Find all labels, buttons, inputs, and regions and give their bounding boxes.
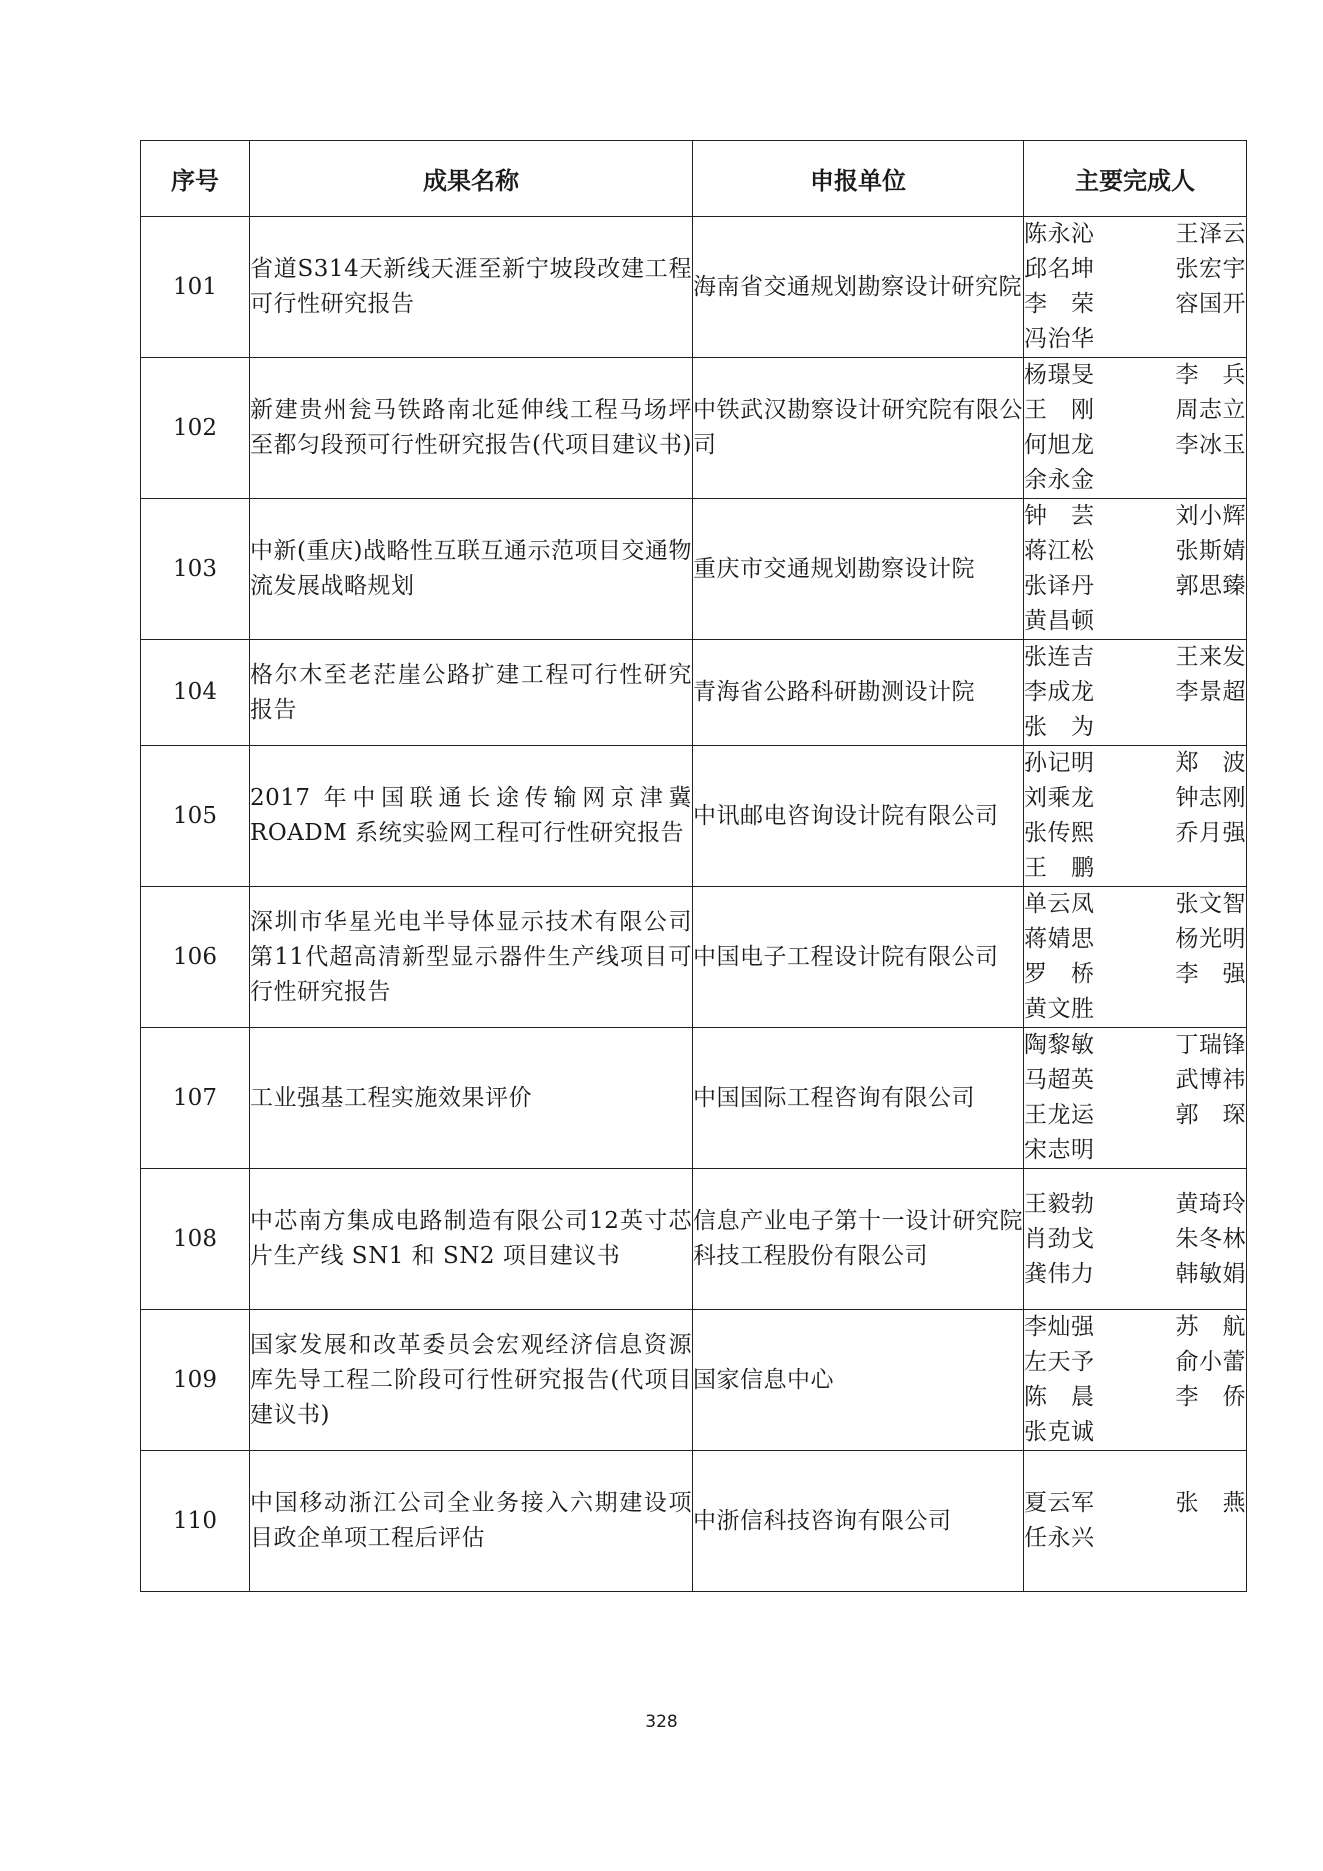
- row-unit: 青海省公路科研勘测设计院: [693, 640, 1024, 746]
- people-list: [1024, 640, 1246, 745]
- person-name: 李冰玉: [1175, 432, 1246, 458]
- people-list: [1024, 1486, 1246, 1556]
- table-row: [141, 1028, 1247, 1169]
- person-name: 李 兵: [1175, 362, 1246, 388]
- row-seq: 106: [141, 887, 250, 1028]
- person-name: 钟志刚: [1175, 785, 1246, 811]
- row-unit: 中浙信科技咨询有限公司: [693, 1451, 1024, 1592]
- people-list: [1024, 887, 1246, 1027]
- person-name: 蒋江松: [1024, 538, 1095, 564]
- person-name: 王泽云: [1175, 221, 1246, 247]
- person-name: 龚伟力: [1024, 1260, 1095, 1287]
- person-name: 何旭龙: [1024, 432, 1095, 458]
- person-name: 宋志明: [1024, 1137, 1095, 1163]
- page-number: 328: [645, 1712, 678, 1732]
- person-name: 杨光明: [1175, 926, 1246, 952]
- people-list: [1024, 499, 1246, 639]
- table-row: [141, 887, 1247, 1028]
- person-name: 李成龙: [1024, 679, 1095, 705]
- person-name: 王 鹏: [1024, 855, 1095, 881]
- row-title: 中芯南方集成电路制造有限公司12英寸芯片生产线 SN1 和 SN2 项目建议书: [250, 1169, 693, 1310]
- row-people: [1024, 358, 1247, 499]
- people-list: [1024, 746, 1246, 886]
- person-name: 任永兴: [1024, 1525, 1095, 1551]
- person-name: 黄昌顿: [1024, 608, 1095, 634]
- person-name: 容国开: [1175, 291, 1246, 317]
- person-name: 马超英: [1024, 1067, 1095, 1093]
- row-people: [1024, 1028, 1247, 1169]
- person-name: 王来发: [1175, 644, 1246, 670]
- row-title: 2017 年中国联通长途传输网京津冀 ROADM 系统实验网工程可行性研究报告: [250, 746, 693, 887]
- person-name: 郭 琛: [1175, 1102, 1246, 1128]
- row-unit: 国家信息中心: [693, 1310, 1024, 1451]
- person-name: 邱名坤: [1024, 256, 1095, 282]
- table-row: [141, 640, 1247, 746]
- row-people: [1024, 746, 1247, 887]
- table-row: [141, 1169, 1247, 1310]
- person-name: 蒋婧思: [1024, 926, 1095, 952]
- row-people: [1024, 1310, 1247, 1451]
- person-name: 郭思臻: [1175, 573, 1246, 599]
- header-unit: 申报单位: [693, 141, 1024, 217]
- row-seq: 109: [141, 1310, 250, 1451]
- person-name: 冯治华: [1024, 326, 1095, 352]
- row-title: 中新(重庆)战略性互联互通示范项目交通物流发展战略规划: [250, 499, 693, 640]
- row-people: [1024, 1451, 1247, 1592]
- person-name: 黄琦玲: [1175, 1190, 1246, 1217]
- people-list: [1024, 1028, 1246, 1168]
- row-people: [1024, 640, 1247, 746]
- row-seq: 107: [141, 1028, 250, 1169]
- person-name: 王 刚: [1024, 397, 1095, 423]
- person-name: 单云凤: [1024, 891, 1095, 917]
- row-unit: 重庆市交通规划勘察设计院: [693, 499, 1024, 640]
- person-name: 杨璟旻: [1024, 362, 1095, 388]
- row-people: [1024, 217, 1247, 358]
- row-people: [1024, 499, 1247, 640]
- person-name: 武博祎: [1175, 1067, 1246, 1093]
- header-people: 主要完成人: [1024, 141, 1247, 217]
- person-name: 韩敏娟: [1175, 1260, 1246, 1287]
- person-name: 李 强: [1175, 961, 1246, 987]
- person-name: 李 荣: [1024, 291, 1095, 317]
- table-row: [141, 1310, 1247, 1451]
- person-name: 刘小辉: [1175, 503, 1246, 529]
- person-name: 李景超: [1175, 679, 1246, 705]
- person-name: 陈 晨: [1024, 1384, 1095, 1410]
- row-people: [1024, 887, 1247, 1028]
- person-name: 左天予: [1024, 1349, 1095, 1375]
- person-name: 丁瑞锋: [1175, 1032, 1246, 1058]
- person-name: 张传熙: [1024, 820, 1095, 846]
- person-name: 朱冬林: [1175, 1225, 1246, 1252]
- table-body: [141, 217, 1247, 1592]
- row-title: 国家发展和改革委员会宏观经济信息资源库先导工程二阶段可行性研究报告(代项目建议书): [250, 1310, 693, 1451]
- row-unit: 中国国际工程咨询有限公司: [693, 1028, 1024, 1169]
- person-name: 李 侨: [1175, 1384, 1246, 1410]
- row-unit: 中讯邮电咨询设计院有限公司: [693, 746, 1024, 887]
- person-name: 夏云军: [1024, 1490, 1095, 1516]
- row-title: 深圳市华星光电半导体显示技术有限公司第11代超高清新型显示器件生产线项目可行性研究报告: [250, 887, 693, 1028]
- person-name: 张克诚: [1024, 1419, 1095, 1445]
- row-unit: 中国电子工程设计院有限公司: [693, 887, 1024, 1028]
- person-name: 王龙运: [1024, 1102, 1095, 1128]
- person-name: 张译丹: [1024, 573, 1095, 599]
- row-title: 新建贵州瓮马铁路南北延伸线工程马场坪至都匀段预可行性研究报告(代项目建议书): [250, 358, 693, 499]
- person-name: 黄文胜: [1024, 996, 1095, 1022]
- people-list: [1024, 358, 1246, 498]
- row-seq: 104: [141, 640, 250, 746]
- person-name: 李灿强: [1024, 1314, 1095, 1340]
- row-title: 工业强基工程实施效果评价: [250, 1028, 693, 1169]
- table-row: [141, 217, 1247, 358]
- row-seq: 102: [141, 358, 250, 499]
- table-row: [141, 746, 1247, 887]
- person-name: 王毅勃: [1024, 1190, 1095, 1217]
- people-list: [1024, 1187, 1246, 1292]
- row-seq: 103: [141, 499, 250, 640]
- awards-table: [140, 140, 1247, 1592]
- person-name: 俞小蕾: [1175, 1349, 1246, 1375]
- person-name: 张文智: [1175, 891, 1246, 917]
- header-row: [141, 141, 1247, 217]
- header-title: 成果名称: [250, 141, 693, 217]
- table-row: [141, 358, 1247, 499]
- person-name: 乔月强: [1175, 820, 1246, 846]
- person-name: 张连吉: [1024, 644, 1095, 670]
- row-people: [1024, 1169, 1247, 1310]
- person-name: 肖劲戈: [1024, 1225, 1095, 1252]
- row-title: 格尔木至老茫崖公路扩建工程可行性研究报告: [250, 640, 693, 746]
- row-title: 中国移动浙江公司全业务接入六期建设项目政企单项工程后评估: [250, 1451, 693, 1592]
- person-name: 孙记明: [1024, 750, 1095, 776]
- row-title: 省道S314天新线天涯至新宁坡段改建工程可行性研究报告: [250, 217, 693, 358]
- row-unit: 中铁武汉勘察设计研究院有限公司: [693, 358, 1024, 499]
- people-list: [1024, 1310, 1246, 1450]
- header-seq: 序号: [141, 141, 250, 217]
- person-name: 苏 航: [1175, 1314, 1246, 1340]
- person-name: 刘乘龙: [1024, 785, 1095, 811]
- person-name: 郑 波: [1175, 750, 1246, 776]
- person-name: 张 燕: [1175, 1490, 1246, 1516]
- person-name: 张 为: [1024, 714, 1095, 740]
- people-list: [1024, 217, 1246, 357]
- row-seq: 105: [141, 746, 250, 887]
- row-seq: 108: [141, 1169, 250, 1310]
- table-row: [141, 499, 1247, 640]
- person-name: 张斯婧: [1175, 538, 1246, 564]
- person-name: 罗 桥: [1024, 961, 1095, 987]
- person-name: 余永金: [1024, 467, 1095, 493]
- person-name: 陈永沁: [1024, 221, 1095, 247]
- row-unit: 海南省交通规划勘察设计研究院: [693, 217, 1024, 358]
- person-name: 陶黎敏: [1024, 1032, 1095, 1058]
- person-name: 张宏宇: [1175, 256, 1246, 282]
- table-row: [141, 1451, 1247, 1592]
- row-seq: 110: [141, 1451, 250, 1592]
- row-seq: 101: [141, 217, 250, 358]
- row-unit: 信息产业电子第十一设计研究院科技工程股份有限公司: [693, 1169, 1024, 1310]
- person-name: 钟 芸: [1024, 503, 1095, 529]
- person-name: 周志立: [1175, 397, 1246, 423]
